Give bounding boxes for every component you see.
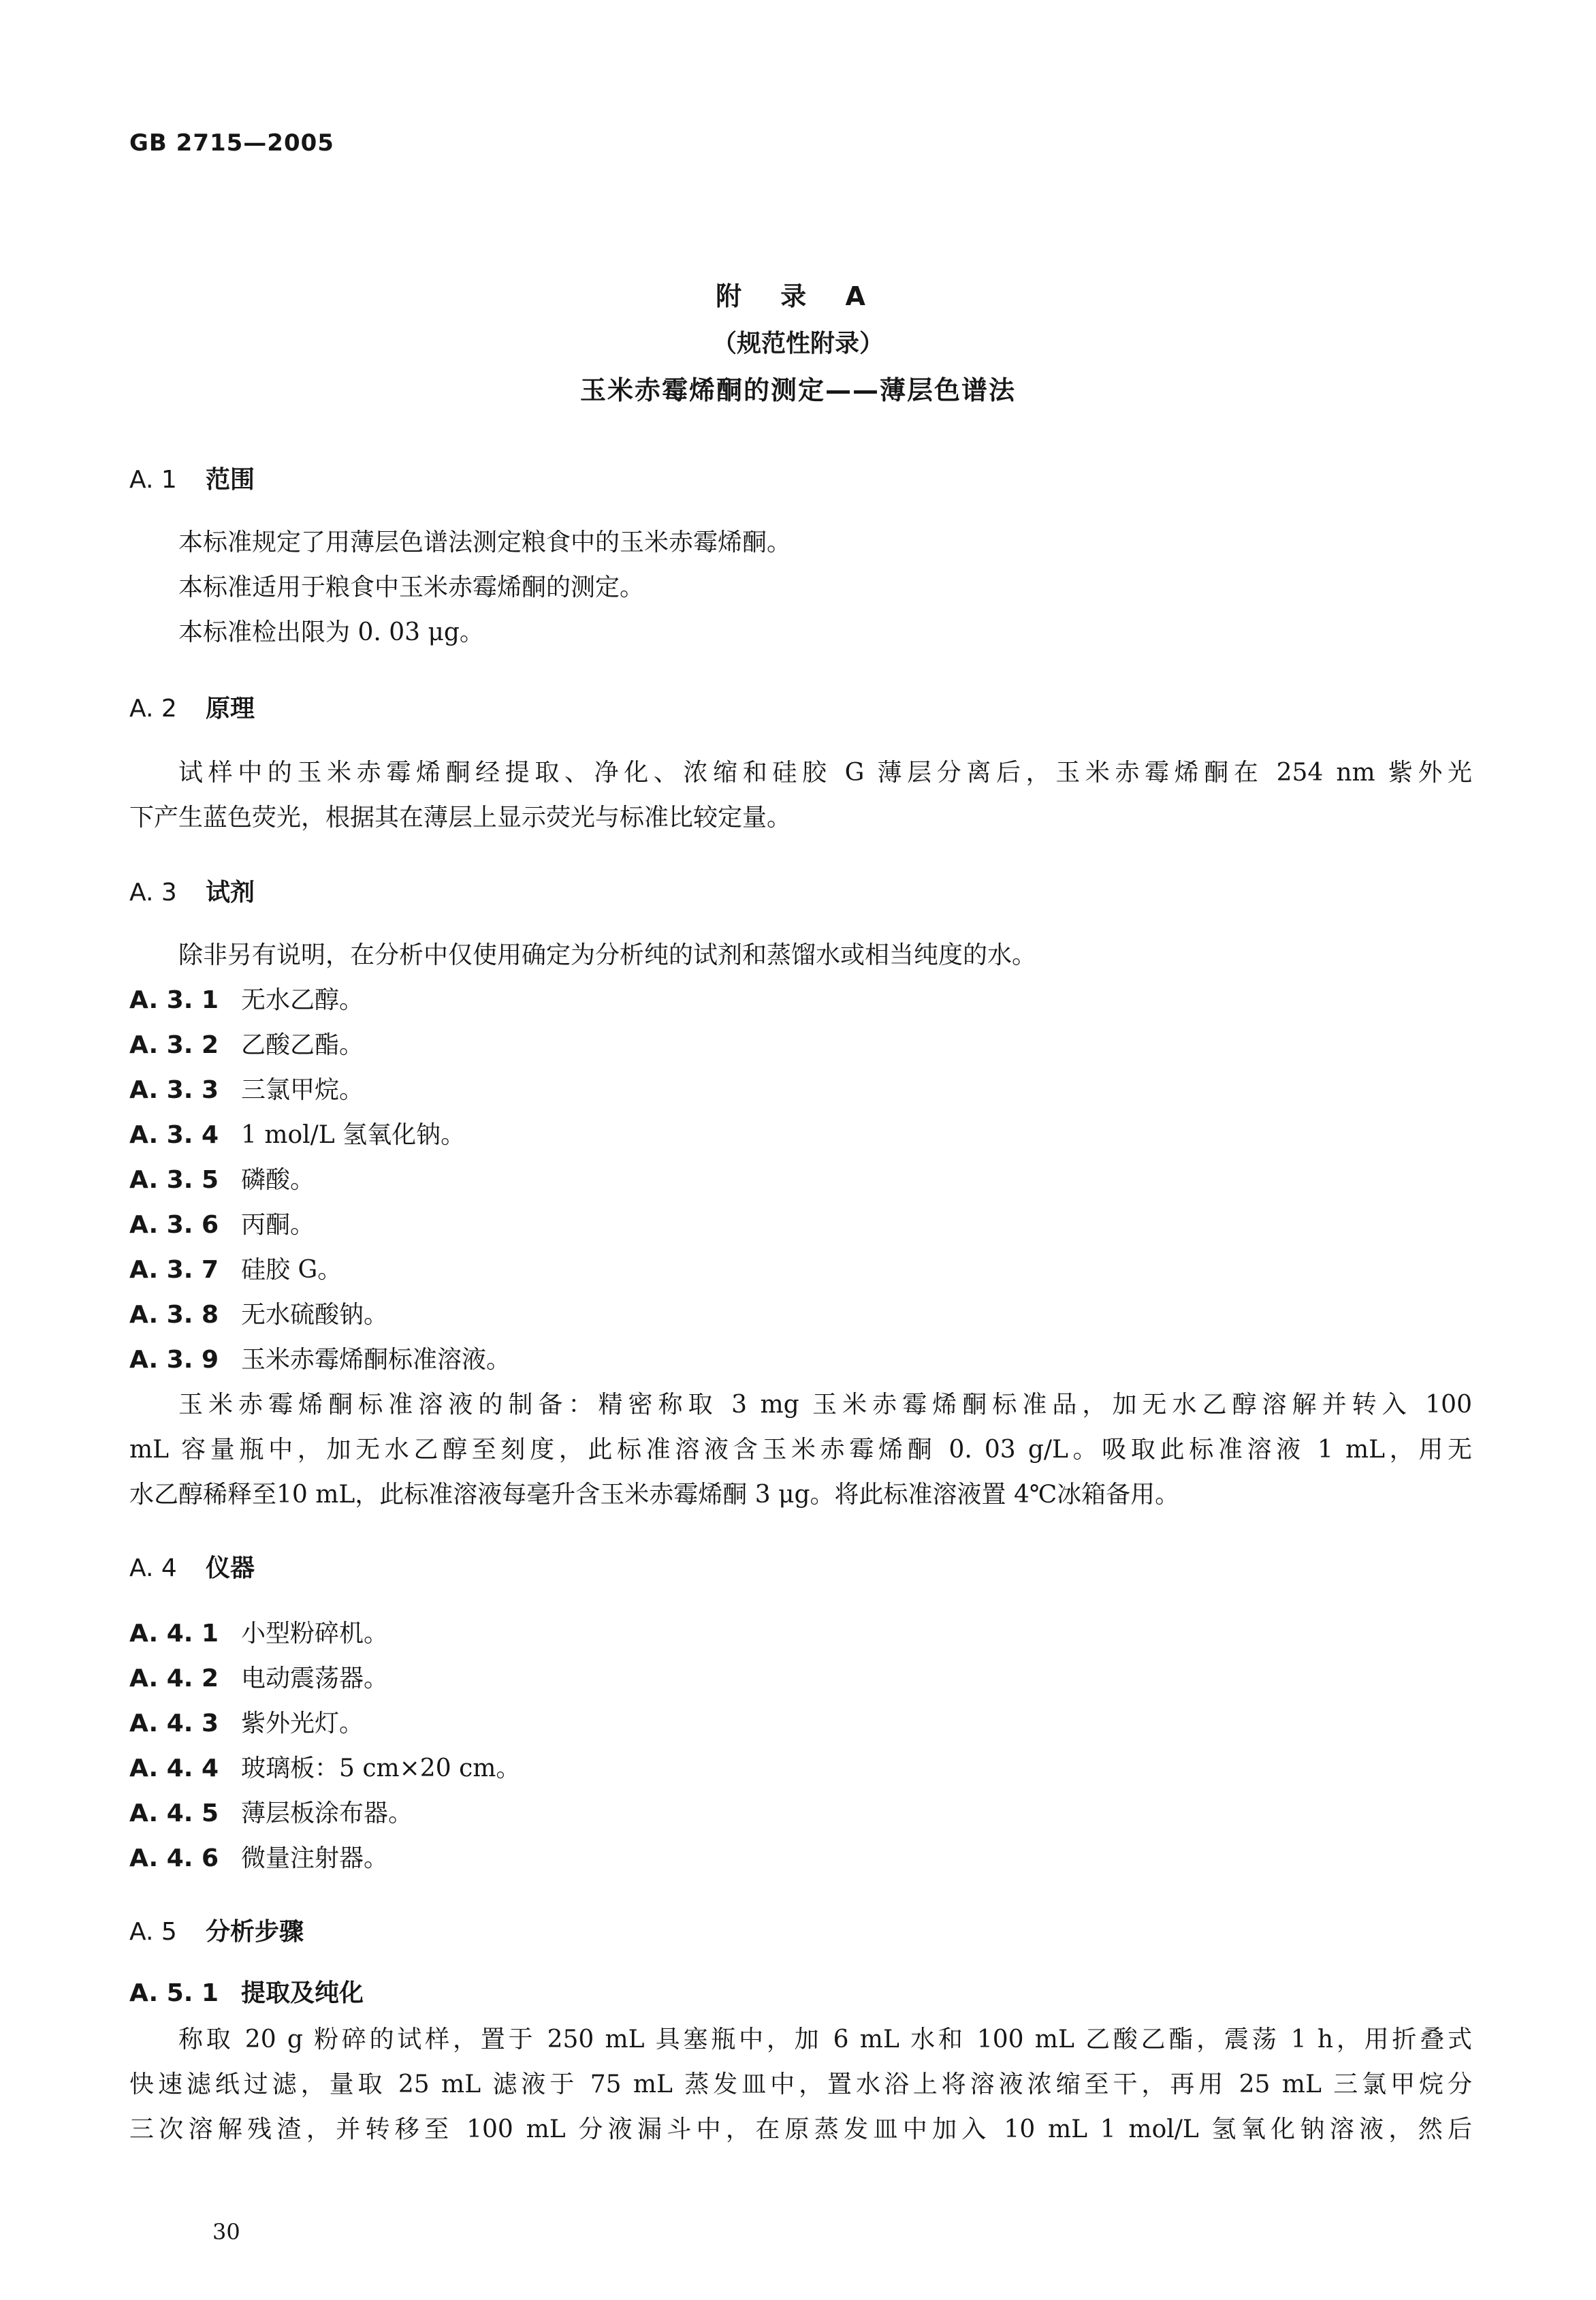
list-item — [129, 1161, 315, 1195]
item-number: A. 3. 2 — [129, 1031, 219, 1059]
item-number: A. 3. 9 — [129, 1346, 219, 1374]
item-text: 1 mol/L 氢氧化钠。 — [241, 1121, 466, 1149]
appendix-subtitle: （规范性附录） — [712, 330, 884, 358]
section-number: A. 1 — [129, 466, 177, 494]
item-text: 无水乙醇。 — [241, 986, 364, 1014]
section-number: A. 5 — [129, 1918, 177, 1946]
list-item — [129, 1116, 465, 1150]
paragraph: 本标准适用于粮食中玉米赤霉烯酮的测定。 — [178, 573, 645, 601]
section-number: A. 2 — [129, 695, 177, 723]
list-item — [129, 1659, 388, 1694]
list-item — [129, 1071, 364, 1105]
section-title: 分析步骤 — [206, 1918, 304, 1946]
section-title: 原理 — [206, 695, 255, 723]
subsection-a51-heading — [129, 1974, 364, 2008]
item-text: 三氯甲烷。 — [241, 1076, 364, 1104]
item-number: A. 4. 5 — [129, 1799, 219, 1827]
item-number: A. 4. 2 — [129, 1665, 219, 1692]
list-item — [129, 1295, 388, 1330]
list-item — [129, 1026, 364, 1060]
item-text: 乙酸乙酯。 — [241, 1031, 364, 1059]
section-title: 范围 — [206, 466, 255, 494]
item-number: A. 4. 1 — [129, 1620, 219, 1648]
list-item — [129, 1749, 520, 1784]
list-item — [129, 1704, 364, 1739]
item-number: A. 3. 8 — [129, 1301, 219, 1329]
page-number: 30 — [212, 2219, 240, 2245]
paragraph-line: 水乙醇稀释至10 mL，此标准溶液每毫升含玉米赤霉烯酮 3 μg。将此标准溶液置 4℃冰箱备用。 — [129, 1481, 1180, 1509]
item-text: 磷酸。 — [241, 1166, 315, 1194]
item-text: 小型粉碎机。 — [241, 1620, 389, 1648]
paragraph-line: 试样中的玉米赤霉烯酮经提取、净化、浓缩和硅胶 G 薄层分离后，玉米赤霉烯酮在 254 nm 紫外光 — [178, 759, 1472, 787]
item-text: 无水硫酸钠。 — [241, 1301, 389, 1329]
section-a3-heading — [129, 873, 255, 908]
paragraph: 本标准规定了用薄层色谱法测定粮食中的玉米赤霉烯酮。 — [178, 529, 792, 556]
item-number: A. 3. 5 — [129, 1166, 219, 1194]
list-item — [129, 1614, 388, 1649]
section-title: 仪器 — [206, 1554, 255, 1582]
list-item — [129, 1206, 315, 1240]
item-text: 玉米赤霉烯酮标准溶液。 — [241, 1346, 511, 1374]
paragraph-line: 称取 20 g 粉碎的试样，置于 250 mL 具塞瓶中，加 6 mL 水和 100 mL 乙酸乙酯，震荡 1 h，用折叠式 — [178, 2026, 1472, 2053]
item-text: 薄层板涂布器。 — [241, 1799, 413, 1827]
item-number: A. 3. 3 — [129, 1076, 219, 1104]
list-item — [129, 1794, 413, 1829]
appendix-main-title: 玉米赤霉烯酮的测定——薄层色谱法 — [579, 375, 1016, 405]
list-item — [129, 1839, 388, 1874]
list-item — [129, 981, 364, 1015]
item-text: 硅胶 G。 — [241, 1256, 342, 1284]
item-text: 紫外光灯。 — [241, 1710, 364, 1737]
item-number: A. 3. 4 — [129, 1121, 219, 1149]
item-text: 丙酮。 — [241, 1211, 315, 1239]
paragraph: 除非另有说明，在分析中仅使用确定为分析纯的试剂和蒸馏水或相当纯度的水。 — [178, 941, 1037, 969]
paragraph-line: mL 容量瓶中，加无水乙醇至刻度，此标准溶液含玉米赤霉烯酮 0. 03 g/L。吸取此标准溶液 1 mL，用无 — [129, 1436, 1472, 1464]
item-text: 玻璃板：5 cm×20 cm。 — [241, 1754, 521, 1782]
list-item — [129, 1340, 511, 1375]
item-number: A. 3. 7 — [129, 1256, 219, 1284]
paragraph-line: 快速滤纸过滤，量取 25 mL 滤液于 75 mL 蒸发皿中，置水浴上将溶液浓缩至干，再用 25 mL 三氯甲烷分 — [129, 2070, 1472, 2098]
item-number: A. 4. 3 — [129, 1710, 219, 1737]
paragraph: 本标准检出限为 0. 03 μg。 — [178, 618, 484, 646]
section-number: A. 3 — [129, 879, 177, 907]
section-a1-heading — [129, 460, 255, 495]
list-item — [129, 1250, 342, 1285]
item-number: A. 4. 4 — [129, 1754, 219, 1782]
section-a4-heading — [129, 1549, 255, 1584]
standard-code: GB 2715—2005 — [129, 129, 334, 157]
section-a2-heading — [129, 689, 255, 724]
paragraph-line: 下产生蓝色荧光，根据其在薄层上显示荧光与标准比较定量。 — [129, 804, 792, 832]
subsection-title: 提取及纯化 — [241, 1979, 364, 2007]
appendix-title: 附 录 A — [716, 281, 880, 311]
item-number: A. 3. 6 — [129, 1211, 219, 1239]
item-number: A. 3. 1 — [129, 986, 219, 1014]
section-number: A. 4 — [129, 1554, 177, 1582]
paragraph-line: 玉米赤霉烯酮标准溶液的制备：精密称取 3 mg 玉米赤霉烯酮标准品，加无水乙醇溶解并转入 100 — [178, 1391, 1472, 1419]
subsection-number: A. 5. 1 — [129, 1979, 219, 2007]
paragraph-line: 三次溶解残渣，并转移至 100 mL 分液漏斗中，在原蒸发皿中加入 10 mL 1 mol/L 氢氧化钠溶液，然后 — [129, 2115, 1472, 2143]
item-text: 微量注射器。 — [241, 1844, 389, 1872]
section-a5-heading — [129, 1912, 304, 1947]
item-text: 电动震荡器。 — [241, 1665, 389, 1692]
item-number: A. 4. 6 — [129, 1844, 219, 1872]
section-title: 试剂 — [206, 879, 255, 907]
